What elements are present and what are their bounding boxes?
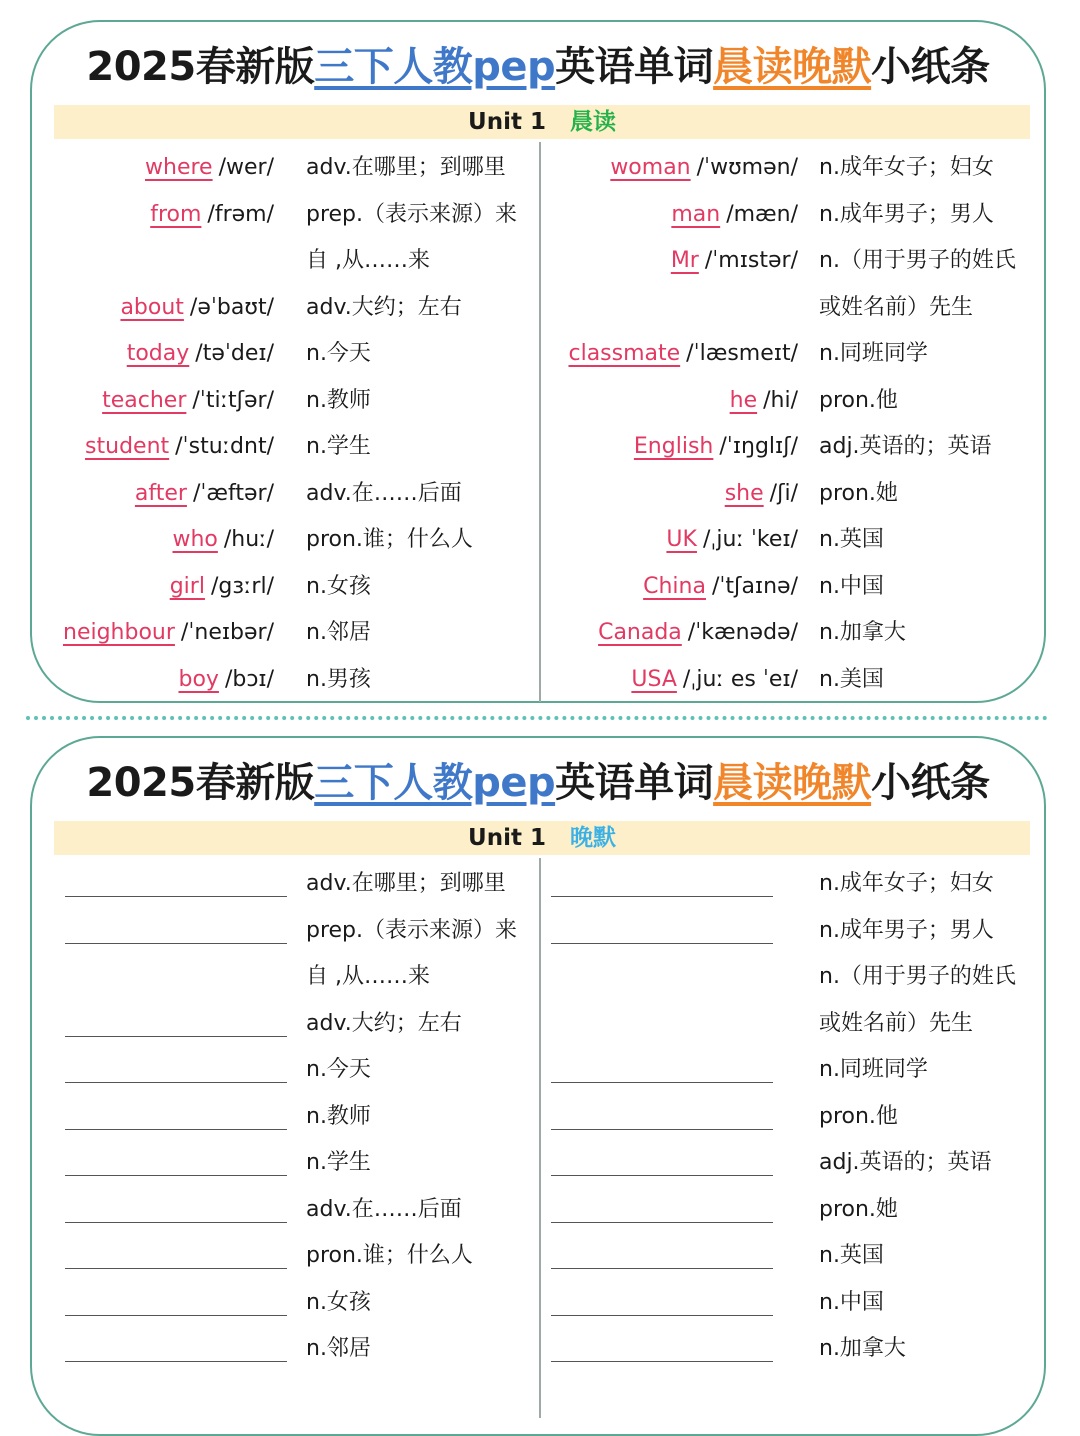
dictation-row bbox=[542, 861, 1046, 908]
meaning: n.成年女子；妇女 bbox=[819, 871, 994, 896]
meaning: pron.他 bbox=[819, 1103, 898, 1129]
word-cell bbox=[542, 192, 798, 239]
word-cell bbox=[542, 145, 798, 192]
dictation-row bbox=[32, 861, 540, 908]
answer-blank-line[interactable] bbox=[551, 1082, 773, 1083]
word-cell bbox=[32, 378, 274, 425]
meaning: n.英国 bbox=[819, 527, 884, 552]
meaning: 自 ,从……来 bbox=[306, 248, 430, 273]
english-word: USA bbox=[631, 666, 677, 692]
answer-blank-line[interactable] bbox=[551, 943, 773, 944]
phonetic: /ˈmɪstər/ bbox=[704, 248, 798, 273]
word-cell bbox=[542, 564, 798, 611]
meaning: n.教师 bbox=[306, 1103, 371, 1129]
vocab-row bbox=[32, 331, 540, 378]
dictation-row bbox=[32, 1140, 540, 1187]
word-cell bbox=[32, 471, 274, 518]
vocab-row bbox=[542, 145, 1046, 192]
word-cell bbox=[542, 424, 798, 471]
word-cell bbox=[32, 145, 274, 192]
meaning: n.邻居 bbox=[306, 1336, 371, 1361]
vocab-row bbox=[542, 471, 1046, 518]
unit-header bbox=[54, 821, 1030, 855]
phonetic: /ˈɪŋglɪʃ/ bbox=[719, 434, 798, 459]
vocab-row bbox=[542, 424, 1046, 471]
word-cell bbox=[542, 331, 798, 378]
meaning: adv.在……后面 bbox=[306, 480, 462, 506]
meaning: 或姓名前）先生 bbox=[819, 1010, 974, 1036]
english-word: man bbox=[671, 201, 721, 227]
english-word: from bbox=[150, 201, 202, 227]
unit-label: Unit 1 bbox=[468, 825, 546, 851]
phonetic: /bɔɪ/ bbox=[224, 666, 274, 692]
dictation-row bbox=[542, 1280, 1046, 1327]
answer-blank-line[interactable] bbox=[65, 896, 287, 897]
dictation-row bbox=[32, 1047, 540, 1094]
phonetic: /təˈdeɪ/ bbox=[195, 341, 274, 366]
title-part-slip: 小纸条 bbox=[871, 44, 990, 90]
meaning: n.中国 bbox=[819, 1289, 884, 1315]
vocab-row bbox=[32, 564, 540, 611]
meaning: n.加拿大 bbox=[819, 620, 906, 645]
dictation-row bbox=[32, 1187, 540, 1234]
dictation-row bbox=[542, 1047, 1046, 1094]
phonetic: /gɜːrl/ bbox=[210, 573, 274, 599]
meaning: adv.在哪里；到哪里 bbox=[306, 871, 506, 896]
meaning: adv.大约；左右 bbox=[306, 1010, 462, 1036]
vocab-row bbox=[32, 238, 540, 285]
meaning: adj.英语的；英语 bbox=[819, 434, 992, 459]
dictation-row bbox=[542, 1001, 1046, 1048]
meaning: pron.她 bbox=[819, 480, 898, 506]
meaning: n.（用于男子的姓氏 bbox=[819, 248, 1016, 273]
dictation-row bbox=[542, 1233, 1046, 1280]
word-cell bbox=[542, 471, 798, 518]
title-part-year: 2025春新版 bbox=[86, 760, 315, 806]
meaning: n.成年男子；男人 bbox=[819, 917, 994, 943]
answer-blank-line[interactable] bbox=[65, 1175, 287, 1176]
title-part-reading: 晨读晚默 bbox=[713, 760, 872, 806]
english-word: woman bbox=[610, 155, 691, 180]
word-cell bbox=[542, 378, 798, 425]
vocab-row bbox=[542, 564, 1046, 611]
meaning: adv.在哪里；到哪里 bbox=[306, 155, 506, 180]
english-word: today bbox=[126, 341, 190, 366]
meaning: n.学生 bbox=[306, 1150, 371, 1175]
evening-left-column bbox=[32, 861, 540, 1373]
meaning: pron.谁；什么人 bbox=[306, 1243, 473, 1268]
vocab-row bbox=[542, 378, 1046, 425]
vocab-row bbox=[32, 657, 540, 704]
dictation-row bbox=[542, 954, 1046, 1001]
word-cell bbox=[542, 657, 798, 704]
phonetic: /ˈlæsmeɪt/ bbox=[686, 341, 798, 366]
word-cell bbox=[32, 610, 274, 657]
phonetic: /əˈbaʊt/ bbox=[189, 294, 274, 320]
vocab-row bbox=[32, 378, 540, 425]
phonetic: /ˈwʊmən/ bbox=[696, 155, 798, 180]
unit-label: Unit 1 bbox=[468, 109, 546, 135]
phonetic: /ˌjuː es ˈeɪ/ bbox=[682, 666, 798, 692]
phonetic: /ˌjuː ˈkeɪ/ bbox=[702, 527, 798, 552]
title-part-reading: 晨读晚默 bbox=[713, 44, 872, 90]
morning-left-column bbox=[32, 145, 540, 703]
phonetic: /frəm/ bbox=[207, 201, 274, 227]
meaning: n.邻居 bbox=[306, 620, 371, 645]
morning-right-column bbox=[542, 145, 1046, 703]
vocab-row bbox=[32, 145, 540, 192]
phonetic: /ˈtiːtʃər/ bbox=[192, 387, 274, 413]
answer-blank-line[interactable] bbox=[65, 1222, 287, 1223]
word-cell bbox=[542, 610, 798, 657]
phonetic: /hi/ bbox=[763, 387, 798, 413]
phonetic: /wer/ bbox=[218, 155, 274, 180]
meaning: n.学生 bbox=[306, 434, 371, 459]
unit-header bbox=[54, 105, 1030, 139]
vocab-row bbox=[32, 192, 540, 239]
dictation-row bbox=[542, 908, 1046, 955]
evening-right-column bbox=[542, 861, 1046, 1373]
meaning: n.女孩 bbox=[306, 573, 371, 599]
dictation-row bbox=[32, 1094, 540, 1141]
sheet-title bbox=[32, 42, 1044, 92]
dictation-row bbox=[32, 1326, 540, 1373]
meaning: prep.（表示来源）来 bbox=[306, 917, 518, 943]
meaning: n.中国 bbox=[819, 573, 884, 599]
vocab-row bbox=[542, 238, 1046, 285]
cut-line-divider bbox=[26, 716, 1048, 720]
answer-blank-line[interactable] bbox=[551, 1268, 773, 1269]
word-cell bbox=[32, 657, 274, 704]
meaning: pron.谁；什么人 bbox=[306, 527, 473, 552]
vocab-row bbox=[32, 610, 540, 657]
word-cell bbox=[32, 285, 274, 332]
answer-blank-line[interactable] bbox=[551, 1175, 773, 1176]
english-word: boy bbox=[178, 666, 219, 692]
meaning: pron.她 bbox=[819, 1196, 898, 1222]
english-word: student bbox=[85, 434, 170, 459]
meaning: prep.（表示来源）来 bbox=[306, 201, 518, 227]
phonetic: /ˈæftər/ bbox=[192, 480, 274, 506]
title-part-textbook: 三下人教pep bbox=[314, 44, 556, 90]
title-part-year: 2025春新版 bbox=[86, 44, 315, 90]
english-word: he bbox=[729, 387, 758, 413]
title-part-vocab: 英语单词 bbox=[555, 44, 714, 90]
phonetic: /mæn/ bbox=[726, 201, 798, 227]
title-part-textbook: 三下人教pep bbox=[314, 760, 556, 806]
answer-blank-line[interactable] bbox=[65, 1036, 287, 1037]
meaning: adv.大约；左右 bbox=[306, 294, 462, 320]
word-cell bbox=[32, 564, 274, 611]
meaning: n.（用于男子的姓氏 bbox=[819, 964, 1016, 989]
mode-label-evening: 晚默 bbox=[569, 825, 616, 851]
word-cell bbox=[542, 238, 798, 285]
dictation-row bbox=[542, 1094, 1046, 1141]
english-word: English bbox=[633, 434, 714, 459]
english-word: about bbox=[120, 294, 184, 320]
meaning: adj.英语的；英语 bbox=[819, 1150, 992, 1175]
answer-blank-line[interactable] bbox=[551, 1129, 773, 1130]
meaning: n.同班同学 bbox=[819, 341, 928, 366]
english-word: UK bbox=[666, 527, 697, 552]
vocab-row bbox=[542, 657, 1046, 704]
english-word: who bbox=[172, 527, 218, 552]
word-cell bbox=[542, 285, 798, 332]
english-word: neighbour bbox=[63, 620, 175, 645]
phonetic: /ˈkænədə/ bbox=[687, 620, 798, 645]
phonetic: /ˈtʃaɪnə/ bbox=[711, 573, 798, 599]
vocab-row bbox=[542, 517, 1046, 564]
meaning: n.同班同学 bbox=[819, 1057, 928, 1082]
english-word: she bbox=[724, 480, 764, 506]
meaning: n.男孩 bbox=[306, 666, 371, 692]
vocab-row bbox=[32, 424, 540, 471]
answer-blank-line[interactable] bbox=[65, 943, 287, 944]
morning-reading-card bbox=[30, 20, 1046, 703]
vocab-row bbox=[542, 331, 1046, 378]
dictation-row bbox=[32, 954, 540, 1001]
phonetic: /ˈneɪbər/ bbox=[180, 620, 274, 645]
phonetic: /huː/ bbox=[223, 527, 274, 552]
dictation-row bbox=[542, 1187, 1046, 1234]
english-word: China bbox=[643, 573, 706, 599]
phonetic: /ˈstuːdnt/ bbox=[175, 434, 274, 459]
english-word: Mr bbox=[670, 248, 699, 273]
dictation-row bbox=[32, 1001, 540, 1048]
dictation-row bbox=[542, 1326, 1046, 1373]
vocab-row bbox=[542, 610, 1046, 657]
dictation-row bbox=[32, 908, 540, 955]
english-word: girl bbox=[169, 573, 205, 599]
english-word: teacher bbox=[102, 387, 187, 413]
answer-blank-line[interactable] bbox=[551, 1315, 773, 1316]
word-cell bbox=[32, 192, 274, 239]
answer-blank-line[interactable] bbox=[65, 1315, 287, 1316]
english-word: after bbox=[134, 480, 187, 506]
meaning: n.美国 bbox=[819, 666, 884, 692]
vocab-row bbox=[32, 285, 540, 332]
vocab-row bbox=[32, 517, 540, 564]
word-cell bbox=[32, 424, 274, 471]
title-part-slip: 小纸条 bbox=[871, 760, 990, 806]
mode-label-morning: 晨读 bbox=[569, 109, 616, 135]
evening-dictation-card bbox=[30, 736, 1046, 1436]
vocab-row bbox=[542, 192, 1046, 239]
word-cell bbox=[542, 517, 798, 564]
answer-blank-line[interactable] bbox=[65, 1361, 287, 1362]
meaning: n.成年女子；妇女 bbox=[819, 155, 994, 180]
sheet-title bbox=[32, 758, 1044, 808]
phonetic: /ʃi/ bbox=[769, 480, 798, 506]
meaning: n.今天 bbox=[306, 341, 371, 366]
meaning: n.成年男子；男人 bbox=[819, 201, 994, 227]
meaning: 自 ,从……来 bbox=[306, 964, 430, 989]
vocab-row bbox=[542, 285, 1046, 332]
meaning: n.加拿大 bbox=[819, 1336, 906, 1361]
meaning: n.女孩 bbox=[306, 1289, 371, 1315]
answer-blank-line[interactable] bbox=[65, 1129, 287, 1130]
english-word: Canada bbox=[598, 620, 682, 645]
english-word: classmate bbox=[568, 341, 681, 366]
meaning: n.英国 bbox=[819, 1243, 884, 1268]
meaning: adv.在……后面 bbox=[306, 1196, 462, 1222]
dictation-row bbox=[542, 1140, 1046, 1187]
answer-blank-line[interactable] bbox=[551, 1222, 773, 1223]
meaning: pron.他 bbox=[819, 387, 898, 413]
vocab-row bbox=[32, 471, 540, 518]
word-cell bbox=[32, 238, 274, 285]
title-part-vocab: 英语单词 bbox=[555, 760, 714, 806]
meaning: n.今天 bbox=[306, 1057, 371, 1082]
word-cell bbox=[32, 331, 274, 378]
answer-blank-line[interactable] bbox=[551, 1361, 773, 1362]
word-cell bbox=[32, 517, 274, 564]
meaning: 或姓名前）先生 bbox=[819, 294, 974, 320]
answer-blank-line[interactable] bbox=[551, 896, 773, 897]
dictation-row bbox=[32, 1280, 540, 1327]
meaning: n.教师 bbox=[306, 387, 371, 413]
english-word: where bbox=[145, 155, 213, 180]
answer-blank-line[interactable] bbox=[65, 1082, 287, 1083]
answer-blank-line[interactable] bbox=[65, 1268, 287, 1269]
dictation-row bbox=[32, 1233, 540, 1280]
